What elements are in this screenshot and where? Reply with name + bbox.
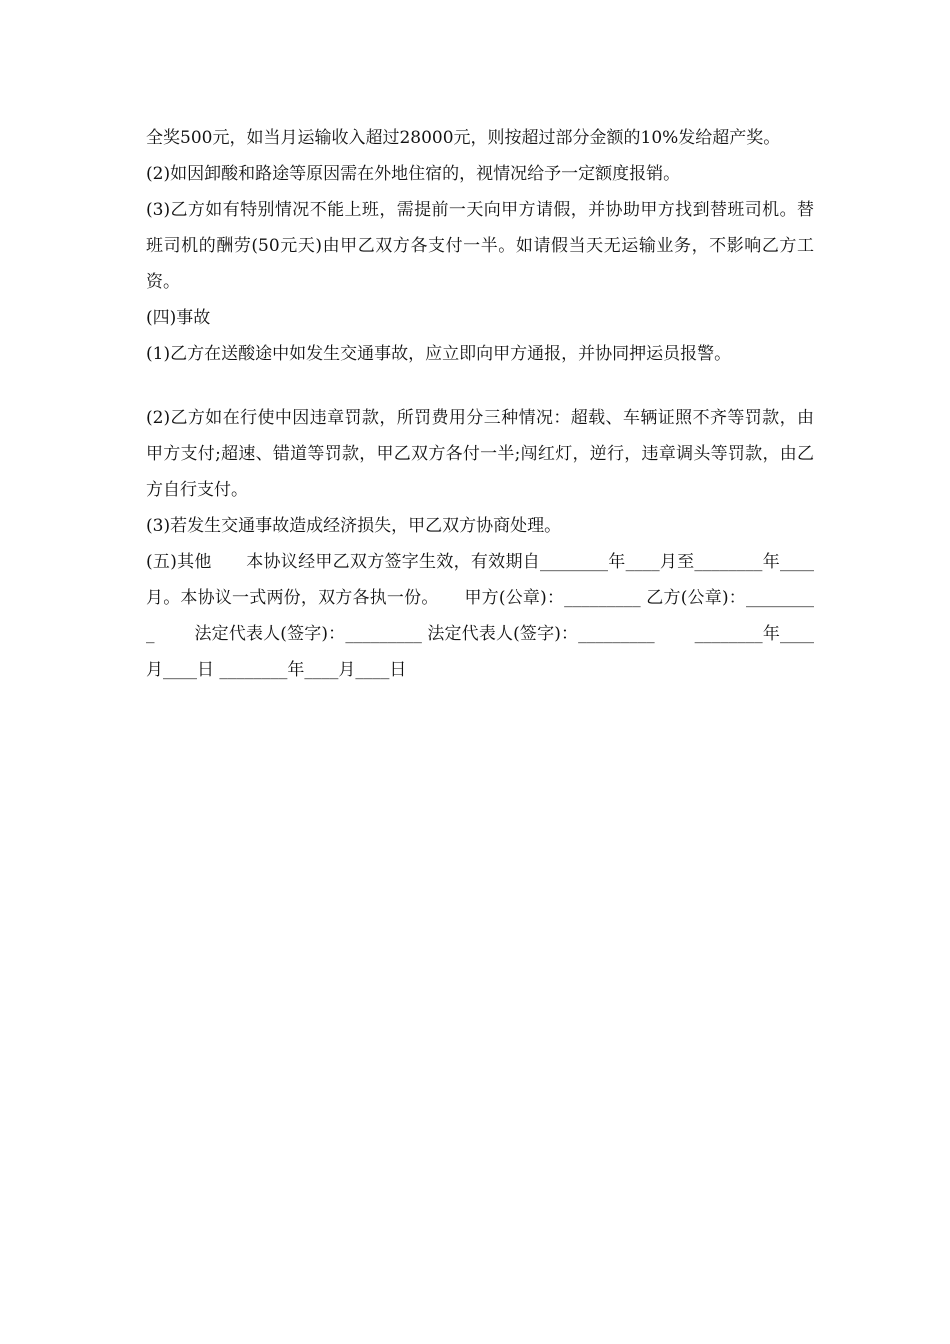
paragraph-lodging: (2)如因卸酸和路途等原因需在外地住宿的，视情况给予一定额度报销。 — [146, 164, 681, 184]
paragraph-loss: (3)若发生交通事故造成经济损失，甲乙双方协商处理。 — [146, 516, 562, 536]
paragraph-fines: (2)乙方如在行使中因违章罚款，所罚费用分三种情况：超载、车辆证照不齐等罚款，由甲方支付;超速、错道等罚款，甲乙双方各付一半;闯红灯，逆行，违章调头等罚款，由乙方自行支付。 — [146, 408, 814, 500]
document-body — [146, 120, 814, 688]
paragraph-bonus: 全奖500元，如当月运输收入超过28000元，则按超过部分金额的10%发给超产奖。 — [146, 128, 781, 148]
paragraph-accident-report: (1)乙方在送酸途中如发生交通事故，应立即向甲方通报，并协同押运员报警。 — [146, 344, 732, 364]
paragraph-other-signatures: (五)其他 本协议经甲乙双方签字生效，有效期自________年____月至________年____月。本协议一式两份，双方各执一份。 甲方(公章)：_________ 乙方(公章)：_________ 法定代表人(签字)：_________ 法定代表人(签字)：_________ ________年____月____日 ________年____月____日 — [146, 552, 814, 680]
paragraph-gap — [146, 372, 814, 400]
paragraph-leave: (3)乙方如有特别情况不能上班，需提前一天向甲方请假，并协助甲方找到替班司机。替班司机的酬劳(50元天)由甲乙双方各支付一半。如请假当天无运输业务，不影响乙方工资。 — [146, 200, 814, 292]
section-heading-accident: (四)事故 — [146, 308, 211, 328]
